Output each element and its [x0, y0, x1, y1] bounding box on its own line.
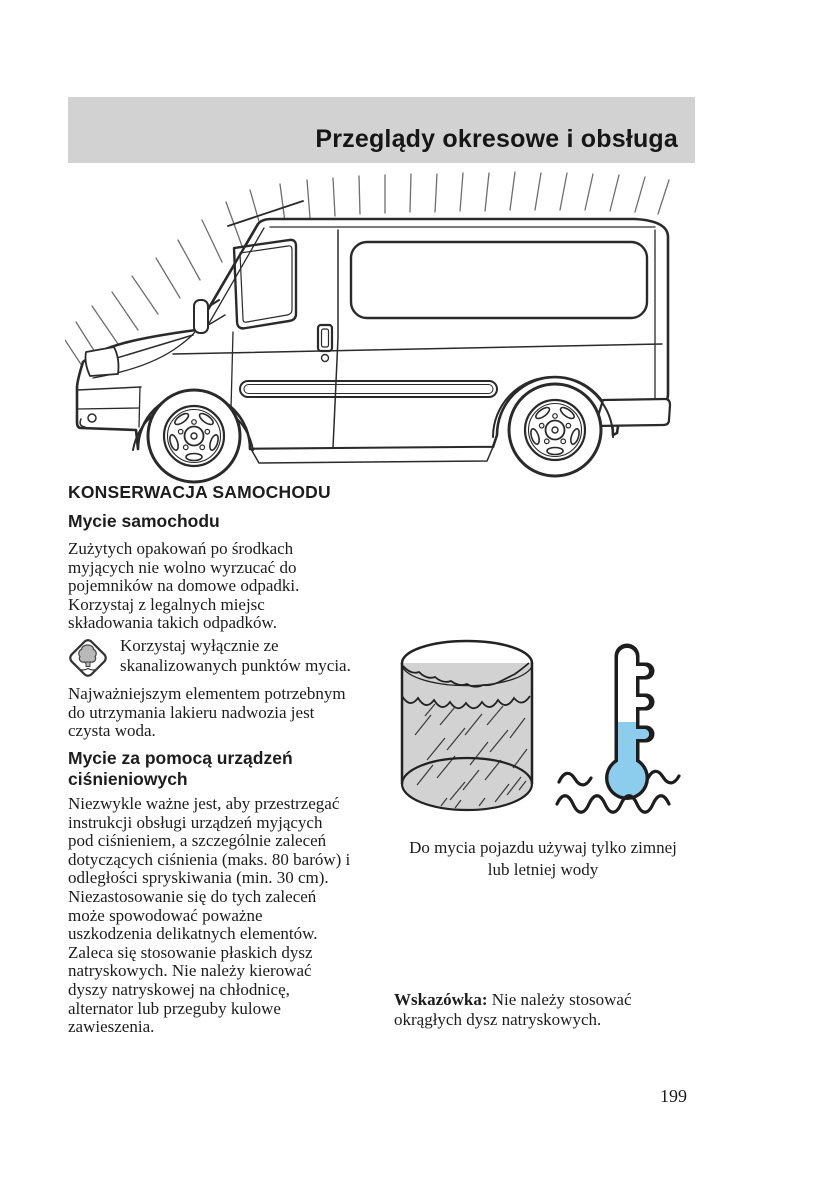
paragraph-clean-water: Najważniejszym elementem potrzebnym do utrzymania lakieru nadwozia jest czysta woda. — [68, 684, 346, 741]
rear-wheel — [509, 384, 601, 476]
van-illustration — [65, 168, 710, 493]
water-temperature-illustration — [395, 630, 695, 835]
page-number: 199 — [660, 1086, 687, 1106]
headlight — [86, 347, 119, 376]
thermometer-icon — [605, 656, 649, 800]
tip-note: Wskazówka: Nie należy stosować okrągłych dysz natryskowych. — [394, 990, 632, 1029]
rear-valance — [595, 399, 670, 426]
water-barrel-icon — [402, 641, 532, 810]
chapter-header-bar — [68, 97, 695, 163]
tip-text: Nie należy stosować — [487, 990, 632, 1009]
chapter-title: Przeglądy okresowe i obsługa — [315, 125, 678, 153]
paragraph-pressure-instructions: Niezwykle ważne jest, aby przestrzegać instrukcji obsługi urządzeń myjących pod ciśnieniem, a szczególnie zaleceń dotyczących ciśnienia (maks. 80 barów) i odległości spryskiwania (min. 30 cm). Niezastosowanie się do tych zaleceń może spowodować poważne uszkodzenia delikatnych elementów. Zaleca się stosowanie płaskich dysz natryskowych. Nie należy kierować dyszy natryskowej na chłodnicę, alternator lub przeguby kulowe zawieszenia. — [68, 794, 351, 1037]
subsection-pressure-washing: Mycie za pomocą urządzeń ciśnieniowych — [68, 748, 293, 789]
eco-wash-icon — [64, 634, 112, 682]
side-window — [351, 242, 647, 318]
tip-label: Wskazówka: — [394, 990, 488, 1009]
rocker-step — [251, 447, 493, 463]
section-heading: KONSERWACJA SAMOCHODU — [68, 482, 331, 502]
mirror — [194, 300, 208, 333]
subsection-washing: Mycie samochodu — [68, 511, 220, 531]
eco-note: Korzystaj wyłącznie ze skanalizowanych punktów mycia. — [64, 634, 351, 682]
paragraph-disposal: Zużytych opakowań po środkach myjących nie wolno wyrzucać do pojemników na domowe odpadki. Korzystaj z legalnych miejsc składowania takich odpadków. — [68, 539, 300, 633]
illustration-caption: Do mycia pojazdu używaj tylko zimnej lub letniej wody — [409, 838, 677, 879]
front-wheel — [148, 390, 240, 482]
